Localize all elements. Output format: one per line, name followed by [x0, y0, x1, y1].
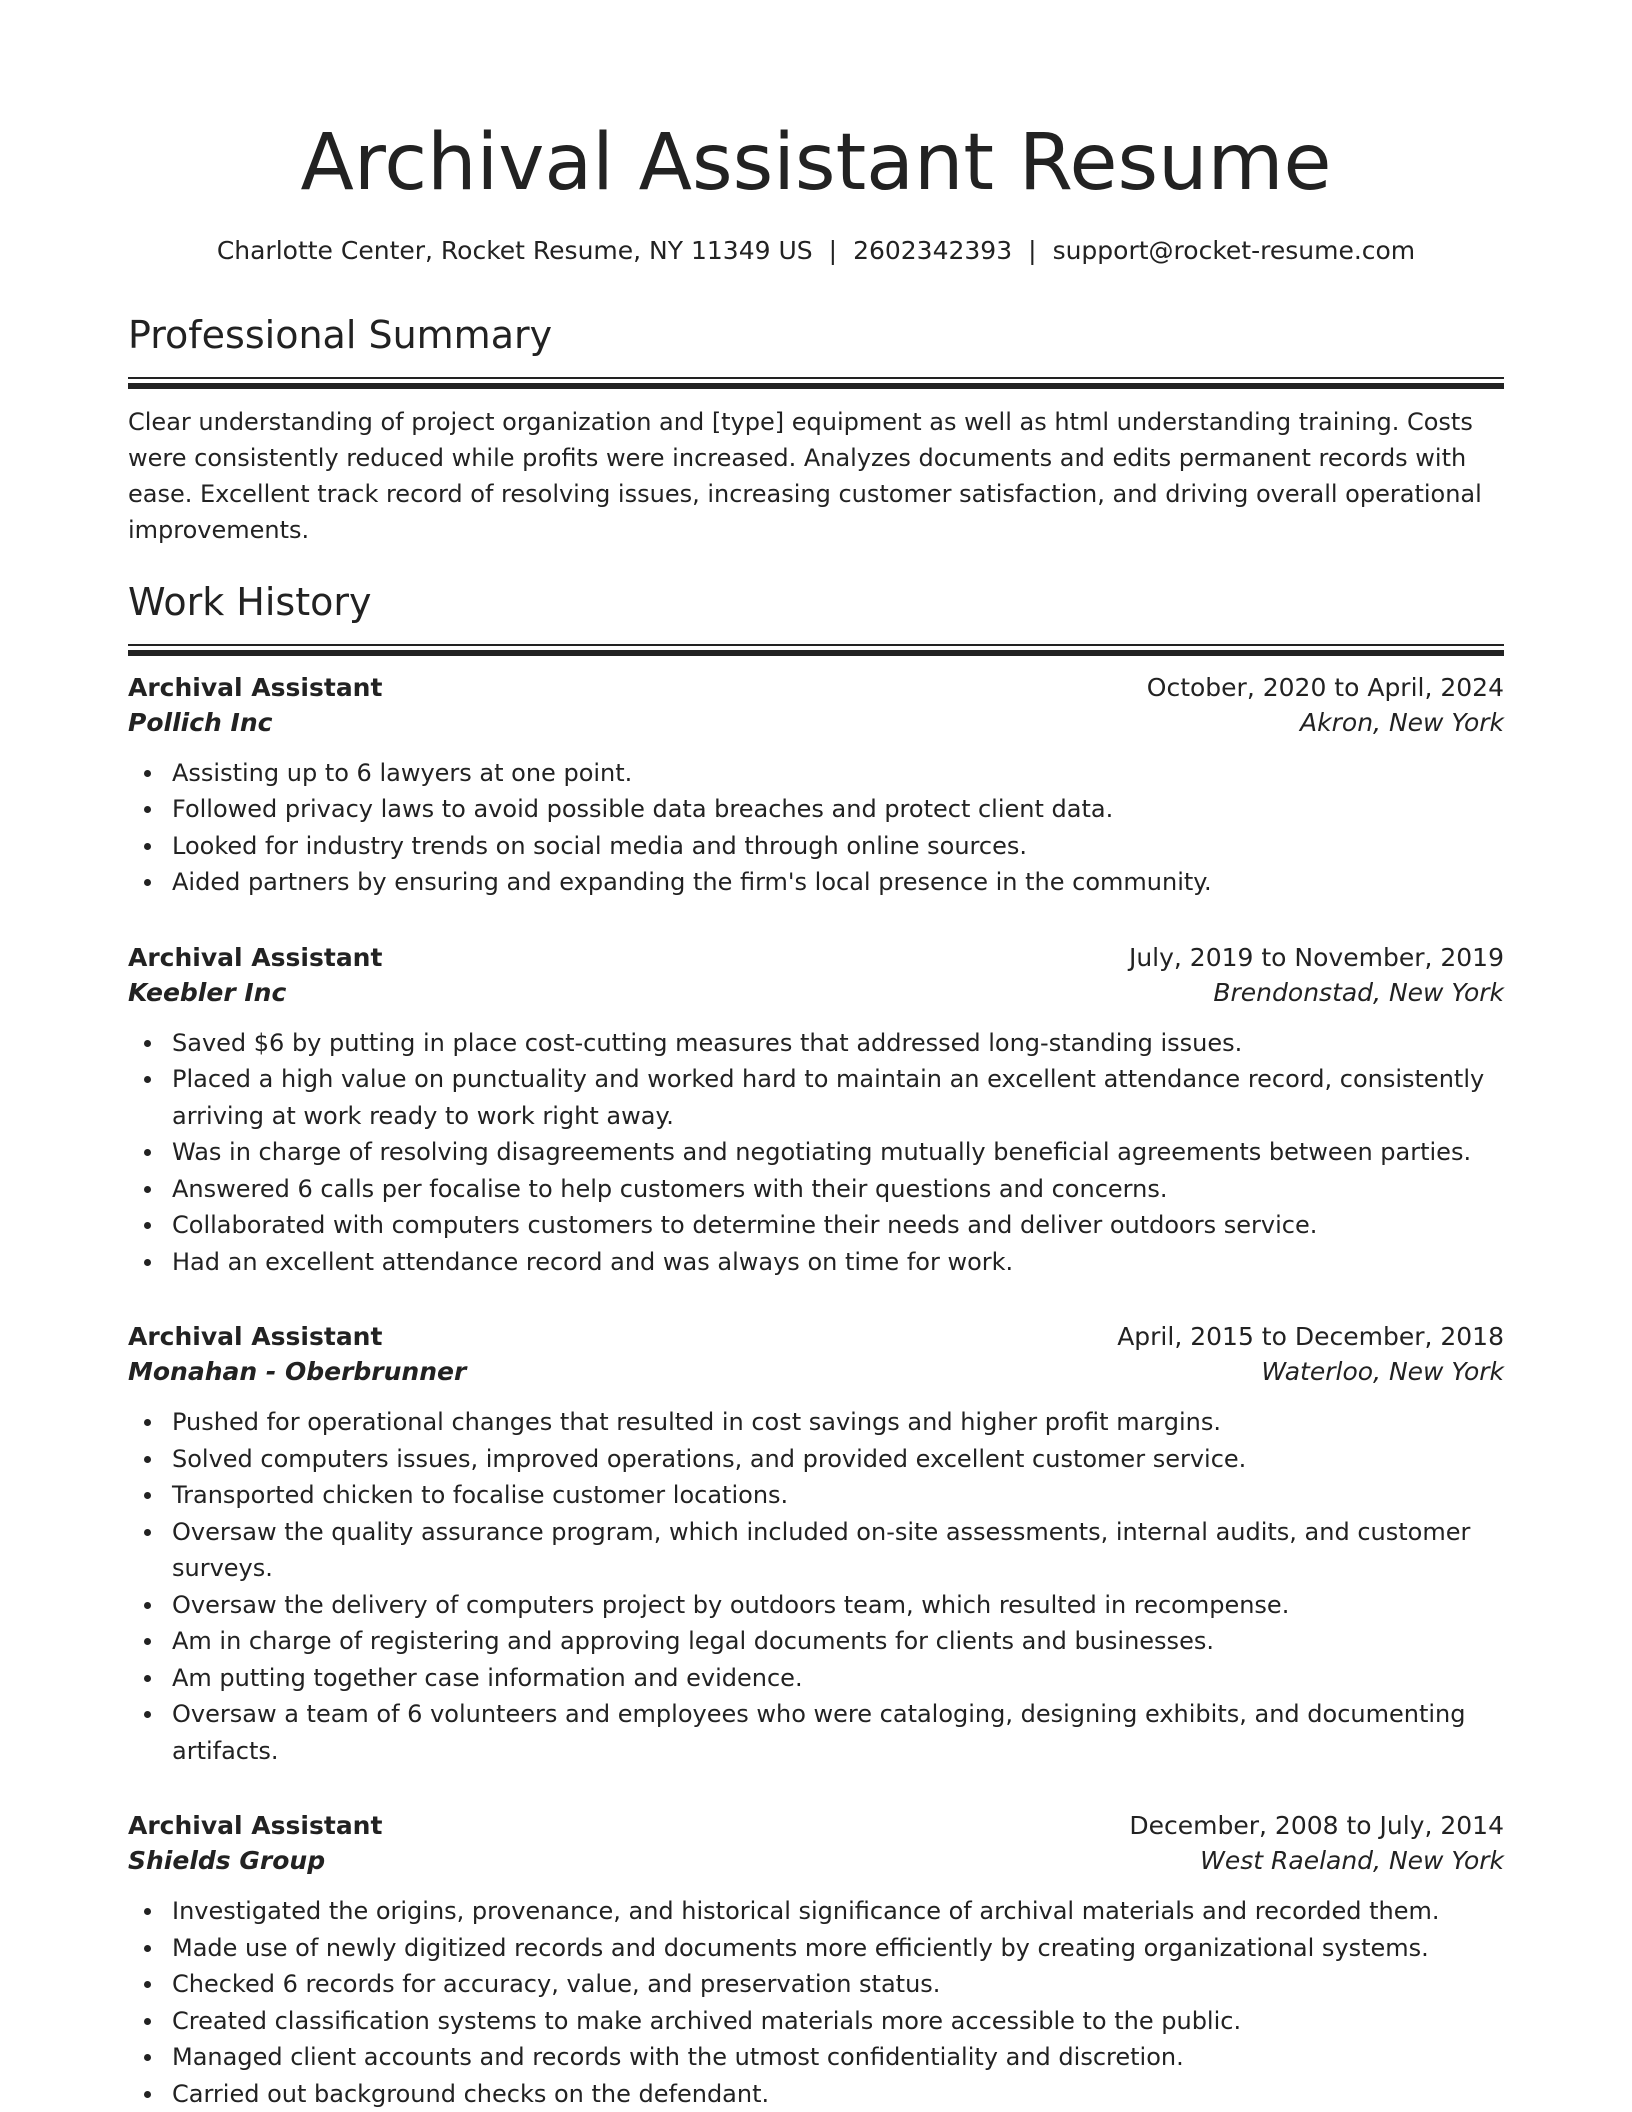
bullet-icon — [144, 2091, 151, 2098]
divider-thin-line — [128, 644, 1504, 646]
bullet-icon — [144, 843, 151, 850]
bullet-text: Oversaw the quality assurance program, which included on-site assessments, internal audits, and customer surveys. — [172, 1517, 1471, 1583]
bullet-text: Aided partners by ensuring and expanding the firm's local presence in the community. — [172, 868, 1212, 897]
section-divider — [128, 377, 1504, 388]
job-company-row — [128, 1846, 1504, 1875]
bullet-icon — [144, 1908, 151, 1915]
bullet-icon — [144, 1040, 151, 1047]
list-item — [172, 1404, 1504, 1441]
bullet-icon — [144, 1149, 151, 1156]
list-item — [172, 828, 1504, 865]
list-item — [172, 1477, 1504, 1514]
job-header-row — [128, 673, 1504, 702]
bullet-icon — [144, 1222, 151, 1229]
job-location: Brendonstad, New York — [1213, 977, 1504, 1007]
bullet-text: Assisting up to 6 lawyers at one point. — [172, 758, 633, 787]
bullet-icon — [144, 1186, 151, 1193]
bullet-icon — [144, 1076, 151, 1083]
job-header-row — [128, 1811, 1504, 1840]
bullet-icon — [144, 2018, 151, 2025]
list-item — [172, 1244, 1504, 1281]
bullet-icon — [144, 1259, 151, 1266]
list-item — [172, 1441, 1504, 1478]
job-company-row — [128, 708, 1504, 737]
bullet-icon — [144, 1981, 151, 1988]
job-bullet-list — [128, 1404, 1504, 1769]
job-entry — [128, 673, 1504, 901]
bullet-text: Placed a high value on punctuality and worked hard to maintain an excellent attendance record, consistently arriving at work ready to work right away. — [172, 1065, 1485, 1130]
company-name: Monahan - Oberbrunner — [128, 1357, 467, 1387]
list-item — [172, 2003, 1504, 2040]
bullet-icon — [144, 2054, 151, 2061]
bullet-text: Was in charge of resolving disagreements and negotiating mutually beneficial agreements between parties. — [172, 1138, 1472, 1167]
job-dates: December, 2008 to July, 2014 — [1129, 1811, 1504, 1841]
list-item — [172, 1514, 1504, 1587]
job-title: Archival Assistant — [128, 942, 383, 972]
job-title: Archival Assistant — [128, 1322, 383, 1352]
job-bullet-list — [128, 755, 1504, 901]
bullet-icon — [144, 1711, 151, 1718]
job-bullet-list — [128, 1025, 1504, 1281]
bullet-icon — [144, 1602, 151, 1609]
bullet-text: Collaborated with computers customers to determine their needs and deliver outdoors service. — [172, 1211, 1318, 1240]
list-item — [172, 1696, 1504, 1769]
company-name: Keebler Inc — [128, 977, 287, 1007]
job-list — [128, 673, 1504, 2112]
bullet-text: Transported chicken to focalise customer locations. — [172, 1481, 789, 1510]
contact-separator: | — [1028, 236, 1037, 265]
bullet-text: Carried out background checks on the defendant. — [172, 2079, 770, 2108]
job-title: Archival Assistant — [128, 672, 383, 702]
bullet-text: Oversaw a team of 6 volunteers and employees who were cataloging, designing exhibits, and documenting artifacts. — [172, 1700, 1466, 1765]
job-location: Waterloo, New York — [1261, 1357, 1504, 1387]
bullet-text: Solved computers issues, improved operations, and provided excellent customer service. — [172, 1444, 1247, 1473]
job-entry — [128, 1811, 1504, 2112]
bullet-text: Had an excellent attendance record and was always on time for work. — [172, 1247, 1014, 1276]
section-heading: Professional Summary — [128, 313, 553, 357]
bullet-text: Investigated the origins, provenance, and historical significance of archival materials and recorded them. — [172, 1897, 1440, 1926]
bullet-text: Answered 6 calls per focalise to help customers with their questions and concerns. — [172, 1174, 1168, 1203]
list-item — [172, 864, 1504, 901]
list-item — [172, 1966, 1504, 2003]
summary-text: Clear understanding of project organization and [type] equipment as well as html understanding training. Costs were consistently reduced while profits were increased. Analyzes documents and edits permanent records with ease. Excellent track record of resolving issues, increasing customer satisfaction, and driving overall operational improvements. — [128, 407, 1482, 544]
list-item — [172, 1207, 1504, 1244]
professional-summary-section — [128, 315, 1504, 548]
contact-separator: | — [828, 236, 838, 265]
list-item — [172, 2039, 1504, 2076]
job-dates: October, 2020 to April, 2024 — [1146, 672, 1504, 702]
job-company-row — [128, 1357, 1504, 1386]
bullet-icon — [144, 1419, 151, 1426]
bullet-text: Made use of newly digitized records and documents more efficiently by creating organizational systems. — [172, 1933, 1429, 1962]
bullet-text: Checked 6 records for accuracy, value, and preservation status. — [172, 1970, 941, 1999]
contact-email: support@rocket-resume.com — [1052, 236, 1416, 265]
list-item — [172, 1171, 1504, 1208]
company-name: Shields Group — [128, 1846, 326, 1876]
list-item — [172, 1587, 1504, 1624]
bullet-text: Oversaw the delivery of computers project by outdoors team, which resulted in recompense. — [172, 1590, 1290, 1619]
list-item — [172, 1893, 1504, 1930]
contact-address: Charlotte Center, Rocket Resume, NY 11349 US — [216, 236, 813, 265]
job-bullet-list — [128, 1893, 1504, 2112]
job-dates: July, 2019 to November, 2019 — [1128, 942, 1504, 972]
bullet-text: Saved $6 by putting in place cost-cutting measures that addressed long-standing issues. — [172, 1028, 1243, 1057]
list-item — [172, 1660, 1504, 1697]
bullet-icon — [144, 879, 151, 886]
divider-thick-line — [128, 650, 1504, 656]
divider-thin-line — [128, 377, 1504, 379]
bullet-text: Created classification systems to make archived materials more accessible to the public. — [172, 2006, 1242, 2035]
list-item — [172, 1061, 1504, 1134]
bullet-icon — [144, 1945, 151, 1952]
page-title: Archival Assistant Resume — [300, 118, 1332, 208]
contact-phone: 2602342393 — [853, 236, 1013, 265]
job-title: Archival Assistant — [128, 1811, 383, 1841]
job-company-row — [128, 978, 1504, 1007]
bullet-text: Looked for industry trends on social media and through online sources. — [172, 831, 1027, 860]
bullet-icon — [144, 1675, 151, 1682]
bullet-icon — [144, 806, 151, 813]
section-divider — [128, 644, 1504, 655]
job-entry — [128, 943, 1504, 1281]
job-location: Akron, New York — [1300, 707, 1504, 737]
job-header-row — [128, 1322, 1504, 1351]
job-header-row — [128, 943, 1504, 972]
bullet-icon — [144, 1638, 151, 1645]
list-item — [172, 791, 1504, 828]
bullet-text: Am in charge of registering and approving legal documents for clients and businesses. — [172, 1627, 1214, 1656]
bullet-icon — [144, 1492, 151, 1499]
bullet-icon — [144, 770, 151, 777]
bullet-text: Pushed for operational changes that resulted in cost savings and higher profit margins. — [172, 1408, 1221, 1437]
list-item — [172, 1623, 1504, 1660]
bullet-text: Followed privacy laws to avoid possible data breaches and protect client data. — [172, 795, 1114, 824]
list-item — [172, 1930, 1504, 1967]
list-item — [172, 1025, 1504, 1062]
job-dates: April, 2015 to December, 2018 — [1117, 1322, 1504, 1352]
list-item — [172, 755, 1504, 792]
bullet-icon — [144, 1529, 151, 1536]
contact-line — [128, 236, 1504, 265]
list-item — [172, 2076, 1504, 2112]
job-entry — [128, 1322, 1504, 1769]
job-location: West Raeland, New York — [1200, 1846, 1504, 1876]
section-heading: Work History — [128, 579, 372, 624]
company-name: Pollich Inc — [128, 707, 273, 737]
list-item — [172, 1134, 1504, 1171]
work-history-section — [128, 579, 1504, 2112]
bullet-text: Am putting together case information and evidence. — [172, 1663, 803, 1692]
bullet-icon — [144, 1456, 151, 1463]
divider-thick-line — [128, 383, 1504, 389]
bullet-text: Managed client accounts and records with the utmost confidentiality and discretion. — [172, 2043, 1184, 2072]
